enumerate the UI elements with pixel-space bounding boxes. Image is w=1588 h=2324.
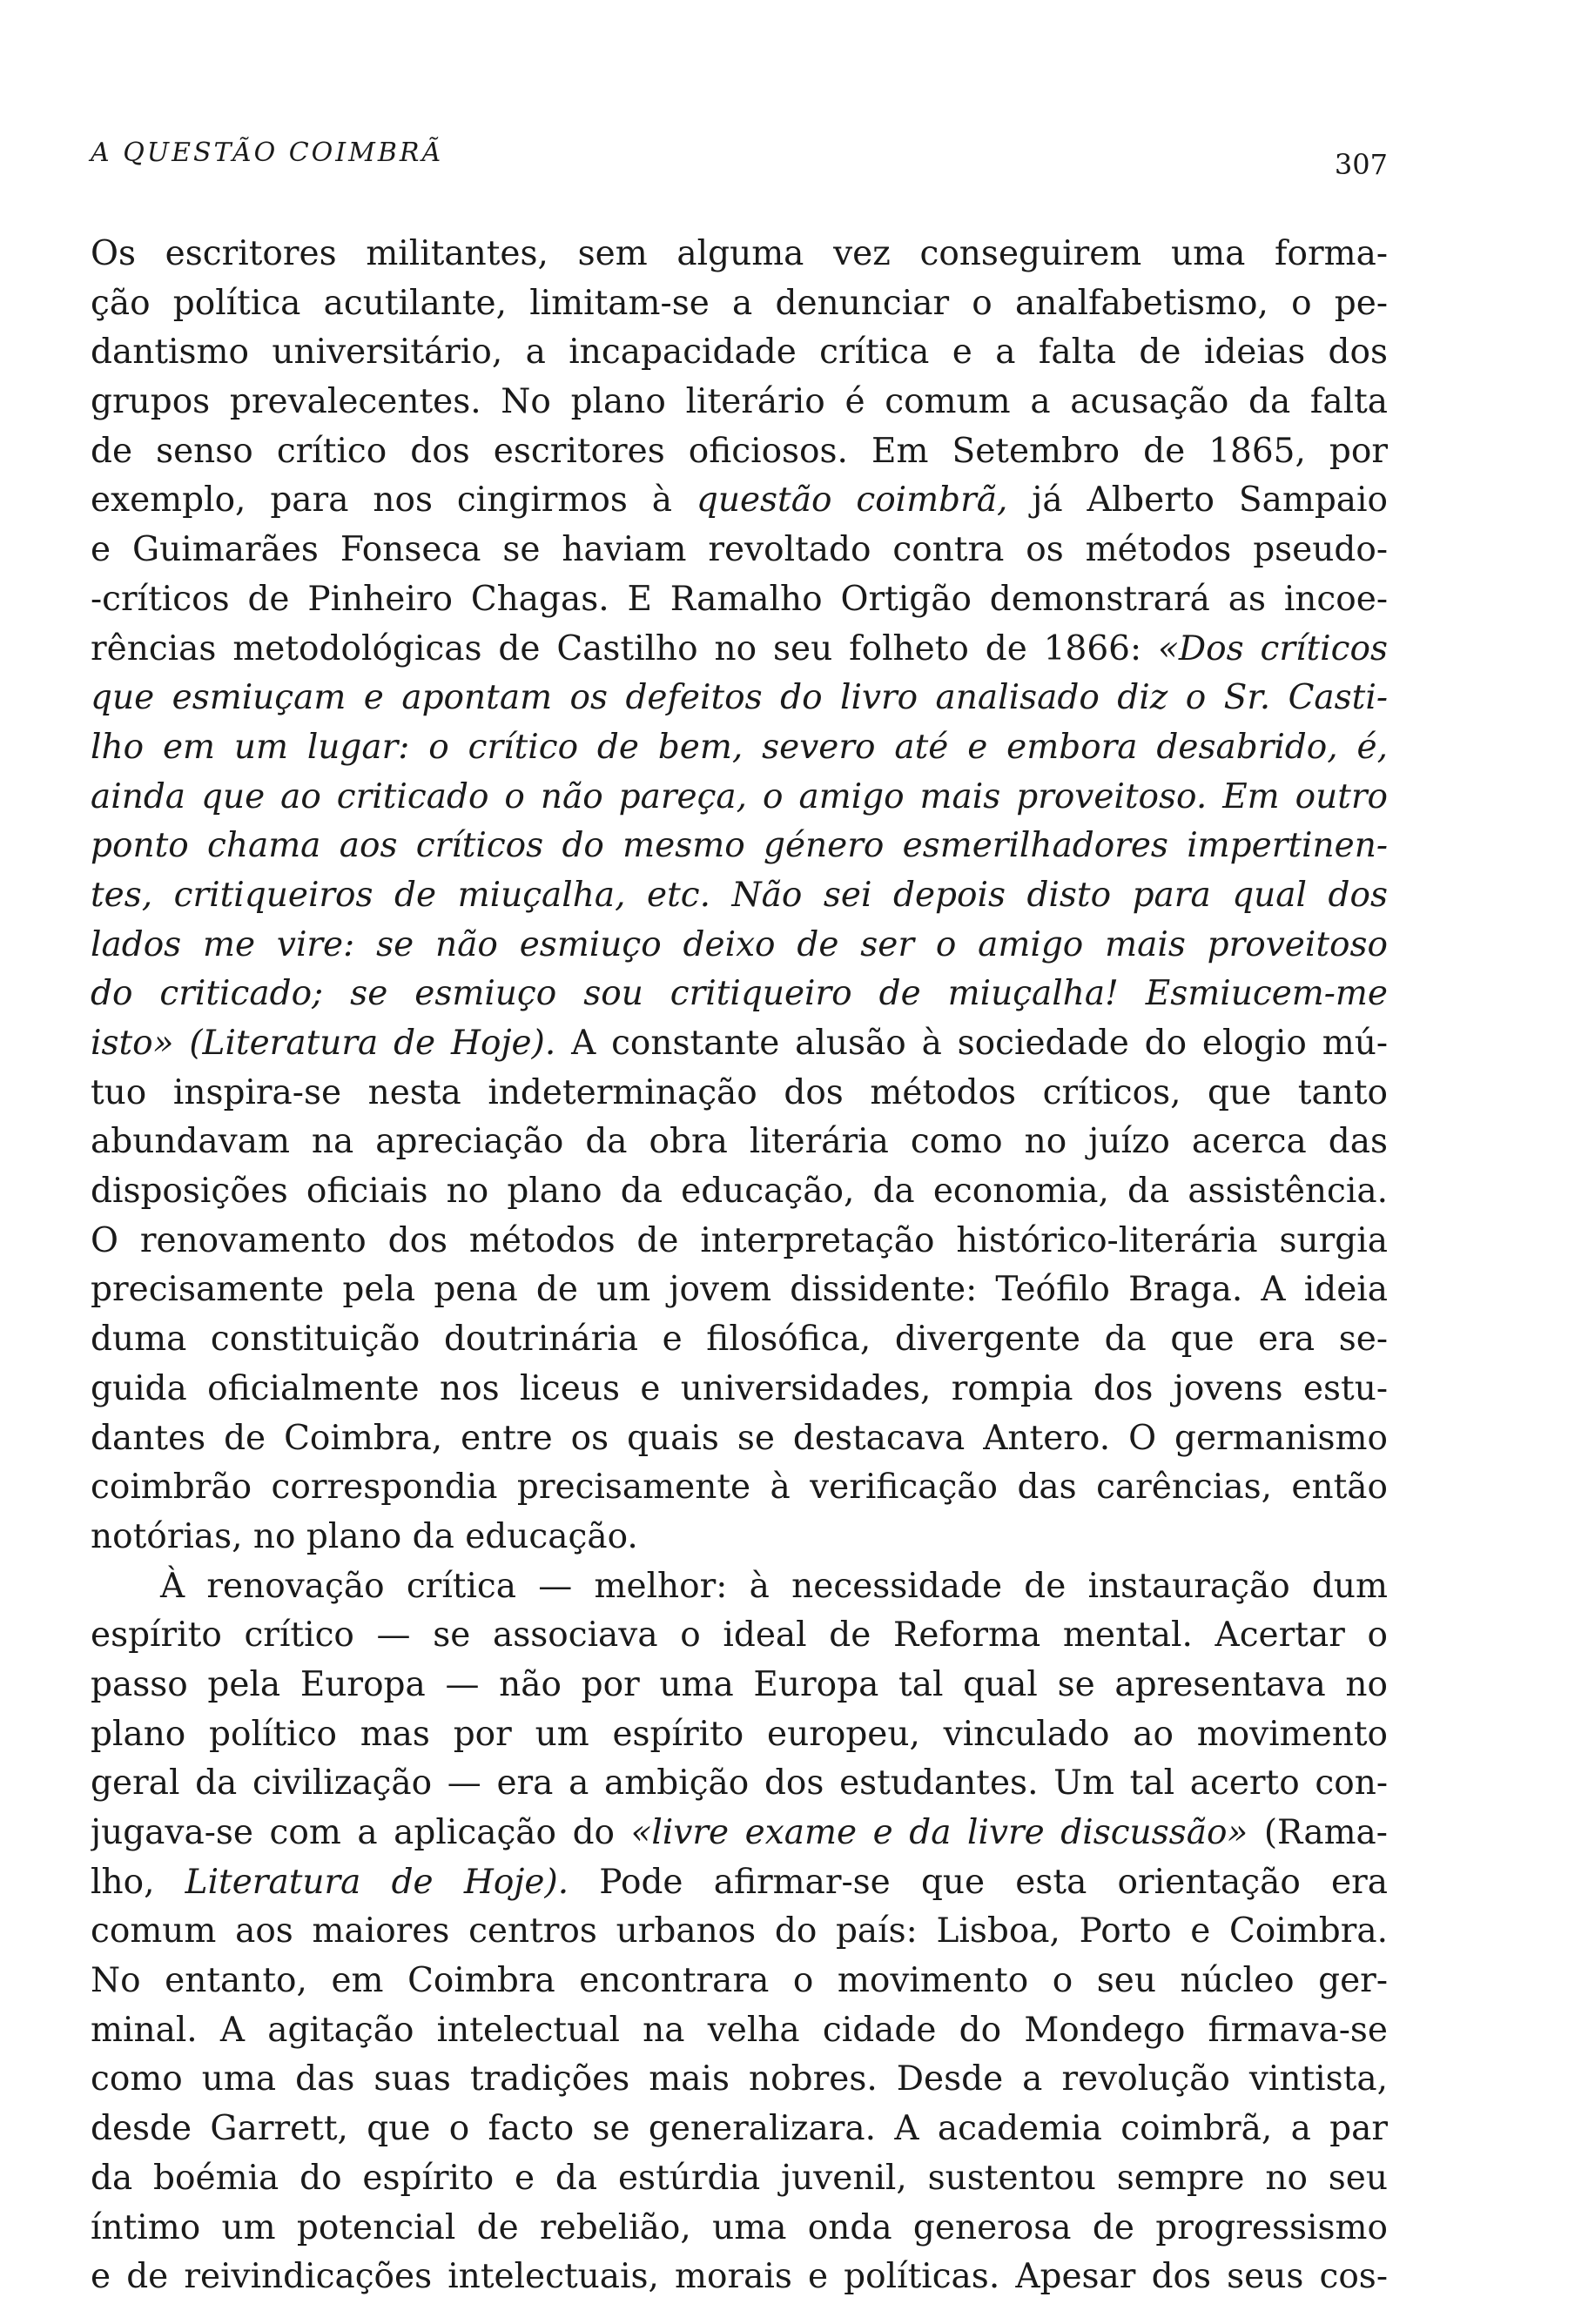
text-segment: como uma das suas tradições mais nobres. Desde a revolução vintista,: [91, 2059, 1388, 2099]
text-line: [91, 2154, 1388, 2204]
text-segment: minal. A agitação intelectual na velha cidade do Mondego firmava-se: [91, 2010, 1388, 2050]
text-line: [91, 1907, 1388, 1957]
text-segment: abundavam na apreciação da obra literária como no juízo acerca das: [91, 1122, 1388, 1162]
text-line: [91, 575, 1388, 625]
text-line: [91, 1217, 1388, 1266]
text-line: [91, 625, 1388, 675]
text-segment: precisamente pela pena de um jovem dissidente: Teófilo Braga. A ideia: [91, 1270, 1388, 1310]
text-line: [91, 476, 1388, 526]
running-title: A QUESTÃO COIMBRÃ: [91, 138, 444, 168]
italic-text-segment: que esmiuçam e apontam os defeitos do livro analisado diz o Sr. Casti-: [91, 678, 1388, 718]
text-segment: Pode afirmar-se que esta orientação era: [569, 1862, 1388, 1902]
text-segment: comum aos maiores centros urbanos do país: Lisboa, Porto e Coimbra.: [91, 1911, 1388, 1951]
text-segment: O renovamento dos métodos de interpretação histórico-literária surgia: [91, 1220, 1388, 1260]
text-line: [91, 1513, 1388, 1562]
text-line: [91, 1710, 1388, 1760]
italic-text-segment: ainda que ao criticado o não pareça, o amigo mais proveitoso. Em outro: [91, 776, 1388, 816]
text-line: [91, 921, 1388, 971]
text-segment: e de reivindicações intelectuais, morais e políticas. Apesar dos seus cos-: [91, 2257, 1388, 2297]
text-line: [91, 1315, 1388, 1365]
italic-text-segment: «livre exame e da livre discussão»: [630, 1813, 1248, 1852]
text-line: [91, 1118, 1388, 1167]
running-header: [91, 138, 1388, 181]
text-line: [91, 773, 1388, 823]
text-segment: íntimo um potencial de rebelião, uma onda generosa de progressismo: [91, 2207, 1388, 2247]
italic-text-segment: do criticado; se esmiuço sou critiqueiro de miuçalha! Esmiucem-me: [91, 974, 1388, 1014]
text-segment: -críticos de Pinheiro Chagas. E Ramalho Ortigão demonstrará as incoe-: [91, 579, 1388, 619]
italic-text-segment: tes, critiqueiros de miuçalha, etc. Não sei depois disto para qual dos: [91, 875, 1388, 915]
text-line: [91, 1809, 1388, 1858]
text-segment: No entanto, em Coimbra encontrara o movimento o seu núcleo ger-: [91, 1961, 1388, 2001]
text-segment: passo pela Europa — não por uma Europa tal qual se apresentava no: [91, 1664, 1388, 1704]
text-segment: ção política acutilante, limitam-se a denunciar o analfabetismo, o pe-: [91, 283, 1388, 323]
text-line: [91, 378, 1388, 427]
text-line: [91, 2006, 1388, 2056]
text-line: [91, 1759, 1388, 1809]
italic-text-segment: Literatura de Hoje).: [185, 1862, 569, 1902]
italic-text-segment: isto» (Literatura de Hoje).: [91, 1024, 556, 1063]
text-segment: disposições oficiais no plano da educação, da economia, da assistência.: [91, 1172, 1388, 1212]
text-segment: exemplo, para nos cingirmos à: [91, 480, 696, 521]
text-line: [91, 2105, 1388, 2154]
text-line: [91, 526, 1388, 575]
text-line: [91, 1661, 1388, 1710]
text-line: [91, 1365, 1388, 1414]
text-line: [91, 871, 1388, 921]
text-line: [91, 1957, 1388, 2006]
text-line: [91, 1611, 1388, 1661]
text-segment: lho,: [91, 1862, 185, 1902]
text-line: [91, 1463, 1388, 1513]
text-segment: rências metodológicas de Castilho no seu folheto de 1866:: [91, 628, 1159, 668]
body-text: [91, 230, 1388, 2302]
italic-text-segment: lho em um lugar: o crítico de bem, severo até e embora desabrido, é,: [91, 727, 1388, 767]
text-segment: grupos prevalecentes. No plano literário é comum a acusação da falta: [91, 382, 1388, 422]
text-line: [91, 970, 1388, 1019]
text-line: [91, 427, 1388, 477]
italic-text-segment: questão coimbrã,: [696, 480, 1008, 521]
text-segment: A constante alusão à sociedade do elogio mú-: [555, 1024, 1388, 1063]
text-segment: jugava-se com a aplicação do: [91, 1813, 631, 1852]
text-line: [91, 1019, 1388, 1069]
text-line: [91, 2253, 1388, 2302]
page-number: 307: [1334, 148, 1388, 181]
text-segment: já Alberto Sampaio: [1007, 480, 1388, 521]
text-segment: da boémia do espírito e da estúrdia juvenil, sustentou sempre no seu: [91, 2158, 1388, 2198]
text-line: [91, 1414, 1388, 1464]
text-line: [91, 230, 1388, 279]
text-segment: espírito crítico — se associava o ideal de Reforma mental. Acertar o: [91, 1615, 1388, 1656]
text-segment: notórias, no plano da educação.: [91, 1516, 638, 1556]
text-line: [91, 674, 1388, 723]
text-line: [91, 2204, 1388, 2253]
text-segment: duma constituição doutrinária e filosófica, divergente da que era se-: [91, 1320, 1388, 1360]
text-line: [91, 279, 1388, 329]
text-segment: plano político mas por um espírito europeu, vinculado ao movimento: [91, 1714, 1388, 1754]
text-segment: guida oficialmente nos liceus e universidades, rompia dos jovens estu-: [91, 1368, 1388, 1408]
text-segment: desde Garrett, que o facto se generalizara. A academia coimbrã, a par: [91, 2109, 1388, 2149]
text-line: [91, 2055, 1388, 2105]
text-segment: dantes de Coimbra, entre os quais se destacava Antero. O germanismo: [91, 1418, 1388, 1458]
text-segment: Os escritores militantes, sem alguma vez conseguirem uma forma-: [91, 234, 1388, 273]
text-line: [91, 822, 1388, 871]
italic-text-segment: lados me vire: se não esmiuço deixo de ser o amigo mais proveitoso: [91, 924, 1388, 964]
text-line: [91, 1858, 1388, 1908]
text-segment: tuo inspira-se nesta indeterminação dos métodos críticos, que tanto: [91, 1072, 1388, 1112]
italic-text-segment: «Dos críticos: [1158, 628, 1388, 668]
text-segment: coimbrão correspondia precisamente à verificação das carências, então: [91, 1468, 1388, 1508]
text-line: [91, 1562, 1388, 1612]
text-segment: de senso crítico dos escritores oficiosos. Em Setembro de 1865, por: [91, 431, 1388, 471]
text-segment: e Guimarães Fonseca se haviam revoltado contra os métodos pseudo-: [91, 530, 1388, 570]
text-segment: dantismo universitário, a incapacidade crítica e a falta de ideias dos: [91, 332, 1388, 373]
italic-text-segment: ponto chama aos críticos do mesmo género esmerilhadores impertinen-: [91, 826, 1388, 866]
text-line: [91, 1069, 1388, 1118]
text-segment: (Rama-: [1248, 1813, 1388, 1852]
text-line: [91, 328, 1388, 378]
text-line: [91, 1266, 1388, 1315]
text-segment: geral da civilização — era a ambição dos estudantes. Um tal acerto con-: [91, 1763, 1388, 1803]
text-line: [91, 1167, 1388, 1217]
text-line: [91, 723, 1388, 773]
text-segment: À renovação crítica — melhor: à necessidade de instauração dum: [160, 1566, 1388, 1606]
